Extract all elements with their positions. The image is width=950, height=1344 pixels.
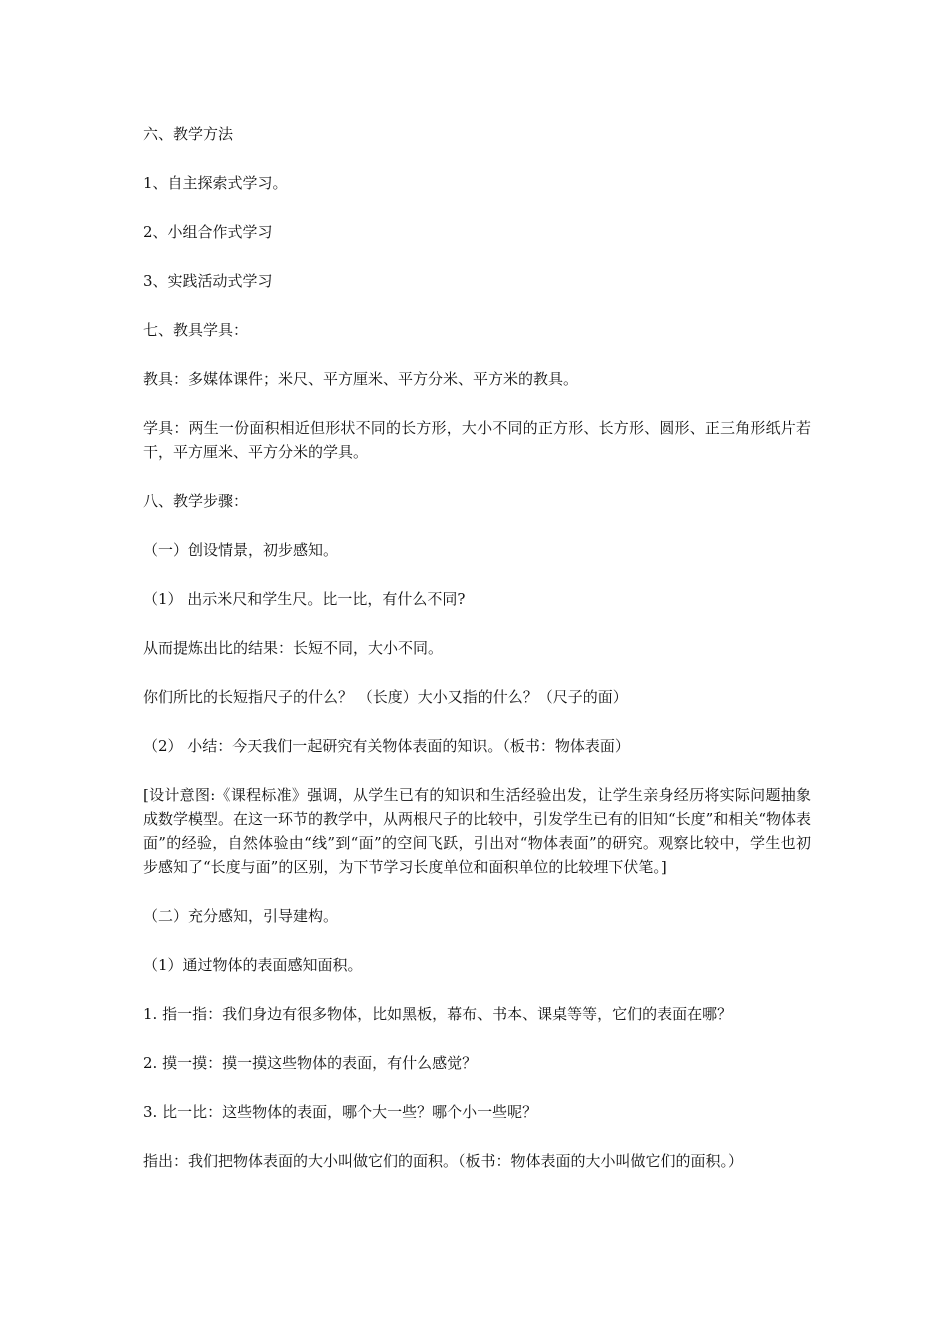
area-definition: 指出：我们把物体表面的大小叫做它们的面积。（板书：物体表面的大小叫做它们的面积。） bbox=[143, 1152, 744, 1170]
method-item-1: 1、自主探索式学习。 bbox=[143, 174, 288, 192]
activity-touch: 2. 摸一摸：摸一摸这些物体的表面，有什么感觉？ bbox=[143, 1054, 478, 1072]
document-body bbox=[143, 122, 811, 1198]
activity-point: 1. 指一指：我们身边有很多物体，比如黑板，幕布、书本、课桌等等，它们的表面在哪？ bbox=[143, 1005, 733, 1023]
heading-teaching-steps: 八、教学步骤： bbox=[143, 492, 249, 510]
design-intent: [设计意图:《课程标准》强调，从学生已有的知识和生活经验出发，让学生亲身经历将实际问题抽象成数学模型。在这一环节的教学中，从两根尺子的比较中，引发学生已有的旧知“长度”和相关“物体表面”的经验，自然体验由“线”到“面”的空间飞跃，引出对“物体表面”的研究。观察比较中，学生也初步感知了“长度与面”的区别，为下节学习长度单位和面积单位的比较埋下伏笔。] bbox=[143, 786, 812, 876]
student-tools: 学具：两生一份面积相近但形状不同的长方形，大小不同的正方形、长方形、圆形、正三角形纸片若干，平方厘米、平方分米的学具。 bbox=[143, 419, 811, 461]
step-1-summary: （2） 小结：今天我们一起研究有关物体表面的知识。（板书：物体表面） bbox=[143, 737, 630, 755]
step-1-heading: （一）创设情景，初步感知。 bbox=[143, 541, 339, 559]
activity-compare: 3. 比一比：这些物体的表面，哪个大一些？哪个小一些呢？ bbox=[143, 1103, 538, 1121]
step-1-item-1: （1） 出示米尺和学生尺。比一比，有什么不同? bbox=[143, 590, 466, 608]
teacher-tools: 教具：多媒体课件；米尺、平方厘米、平方分米、平方米的教具。 bbox=[143, 370, 579, 388]
step-2-heading: （二）充分感知，引导建构。 bbox=[143, 907, 339, 925]
step-1-question: 你们所比的长短指尺子的什么？ （长度）大小又指的什么？（尺子的面） bbox=[143, 688, 628, 706]
step-1-result: 从而提炼出比的结果：长短不同，大小不同。 bbox=[143, 639, 444, 657]
heading-teaching-methods: 六、教学方法 bbox=[143, 125, 234, 143]
step-2-item-1: （1）通过物体的表面感知面积。 bbox=[143, 956, 363, 974]
method-item-2: 2、小组合作式学习 bbox=[143, 223, 273, 241]
method-item-3: 3、实践活动式学习 bbox=[143, 272, 273, 290]
heading-teaching-tools: 七、教具学具： bbox=[143, 321, 249, 339]
